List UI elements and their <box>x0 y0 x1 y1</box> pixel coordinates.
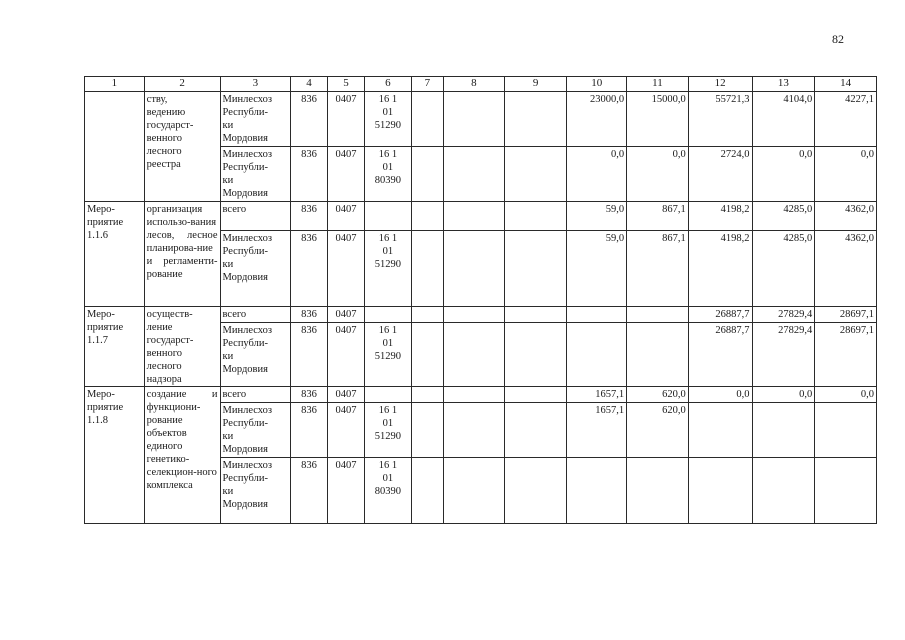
activity-name-cell: ству, ведению государст- венного лесного реестра <box>144 92 220 202</box>
value-cell: 1657,1 <box>567 403 627 458</box>
header-cell: 9 <box>504 77 567 92</box>
value-cell: 867,1 <box>627 202 689 231</box>
executor-cell: Минлесхоз Республи- ки Мордовия <box>220 403 291 458</box>
table-row <box>85 387 877 403</box>
activity-name-cell: создание и функциони-рование объектов единого генетико-селекцион-ного комплекса <box>144 387 220 524</box>
value-cell: 15000,0 <box>627 92 689 147</box>
empty-cell <box>444 307 505 323</box>
value-cell: 0,0 <box>567 147 627 202</box>
csr-cell: 16 1 01 51290 <box>365 403 412 458</box>
rzpr-cell: 0407 <box>327 92 364 147</box>
empty-cell <box>504 323 567 387</box>
activity-code-cell: Меро- приятие 1.1.7 <box>85 307 145 387</box>
executor-cell: всего <box>220 307 291 323</box>
empty-cell <box>444 323 505 387</box>
empty-cell <box>504 307 567 323</box>
empty-cell <box>444 92 505 147</box>
value-cell <box>688 403 752 458</box>
table-row <box>85 92 877 147</box>
csr-cell: 16 1 01 51290 <box>365 323 412 387</box>
csr-cell: 16 1 01 51290 <box>365 92 412 147</box>
csr-cell <box>365 307 412 323</box>
empty-cell <box>444 387 505 403</box>
header-cell: 11 <box>627 77 689 92</box>
grbs-cell: 836 <box>291 231 327 307</box>
value-cell: 4104,0 <box>752 92 815 147</box>
value-cell <box>627 307 689 323</box>
rzpr-cell: 0407 <box>327 387 364 403</box>
activity-name-cell: организация использо-вания лесов, лесное планирова-ние и регламенти-рование <box>144 202 220 307</box>
value-cell: 1657,1 <box>567 387 627 403</box>
executor-cell: Минлесхоз Республи- ки Мордовия <box>220 458 291 524</box>
empty-cell <box>411 202 443 231</box>
value-cell: 620,0 <box>627 403 689 458</box>
header-cell: 14 <box>815 77 877 92</box>
csr-cell <box>365 202 412 231</box>
header-cell: 5 <box>327 77 364 92</box>
value-cell: 2724,0 <box>688 147 752 202</box>
empty-cell <box>504 231 567 307</box>
value-cell: 23000,0 <box>567 92 627 147</box>
value-cell: 27829,4 <box>752 307 815 323</box>
value-cell: 4285,0 <box>752 202 815 231</box>
grbs-cell: 836 <box>291 387 327 403</box>
empty-cell <box>504 458 567 524</box>
grbs-cell: 836 <box>291 403 327 458</box>
value-cell: 28697,1 <box>815 323 877 387</box>
empty-cell <box>411 231 443 307</box>
grbs-cell: 836 <box>291 307 327 323</box>
value-cell: 59,0 <box>567 231 627 307</box>
executor-cell: всего <box>220 202 291 231</box>
value-cell: 0,0 <box>752 147 815 202</box>
value-cell: 26887,7 <box>688 307 752 323</box>
empty-cell <box>504 202 567 231</box>
rzpr-cell: 0407 <box>327 202 364 231</box>
header-cell: 12 <box>688 77 752 92</box>
header-cell: 2 <box>144 77 220 92</box>
header-cell: 7 <box>411 77 443 92</box>
header-cell: 10 <box>567 77 627 92</box>
activity-code-cell: Меро- приятие 1.1.6 <box>85 202 145 307</box>
grbs-cell: 836 <box>291 323 327 387</box>
value-cell: 4285,0 <box>752 231 815 307</box>
empty-cell <box>504 147 567 202</box>
empty-cell <box>411 458 443 524</box>
value-cell: 620,0 <box>627 387 689 403</box>
empty-cell <box>411 147 443 202</box>
value-cell: 4362,0 <box>815 202 877 231</box>
empty-cell <box>504 92 567 147</box>
executor-cell: Минлесхоз Республи- ки Мордовия <box>220 92 291 147</box>
csr-cell <box>365 387 412 403</box>
value-cell: 0,0 <box>815 147 877 202</box>
table-row <box>85 307 877 323</box>
executor-cell: Минлесхоз Республи- ки Мордовия <box>220 323 291 387</box>
value-cell: 28697,1 <box>815 307 877 323</box>
empty-cell <box>444 403 505 458</box>
empty-cell <box>411 387 443 403</box>
empty-cell <box>504 403 567 458</box>
value-cell: 0,0 <box>688 387 752 403</box>
rzpr-cell: 0407 <box>327 403 364 458</box>
activity-name-cell: осуществ- ление государст- венного лесного надзора <box>144 307 220 387</box>
value-cell: 26887,7 <box>688 323 752 387</box>
value-cell <box>815 403 877 458</box>
value-cell <box>627 323 689 387</box>
header-cell: 4 <box>291 77 327 92</box>
page-number: 82 <box>832 32 844 46</box>
value-cell <box>688 458 752 524</box>
rzpr-cell: 0407 <box>327 323 364 387</box>
value-cell: 867,1 <box>627 231 689 307</box>
value-cell <box>627 458 689 524</box>
value-cell: 4362,0 <box>815 231 877 307</box>
executor-cell: Минлесхоз Республи- ки Мордовия <box>220 231 291 307</box>
value-cell: 0,0 <box>627 147 689 202</box>
empty-cell <box>444 147 505 202</box>
grbs-cell: 836 <box>291 202 327 231</box>
rzpr-cell: 0407 <box>327 147 364 202</box>
rzpr-cell: 0407 <box>327 231 364 307</box>
activity-code-cell <box>85 92 145 202</box>
empty-cell <box>444 202 505 231</box>
csr-cell: 16 1 01 80390 <box>365 458 412 524</box>
budget-table <box>84 76 877 524</box>
grbs-cell: 836 <box>291 147 327 202</box>
value-cell: 4227,1 <box>815 92 877 147</box>
empty-cell <box>411 323 443 387</box>
executor-cell: Минлесхоз Республи- ки Мордовия <box>220 147 291 202</box>
empty-cell <box>411 307 443 323</box>
grbs-cell: 836 <box>291 458 327 524</box>
grbs-cell: 836 <box>291 92 327 147</box>
value-cell: 0,0 <box>752 387 815 403</box>
value-cell: 0,0 <box>815 387 877 403</box>
header-cell: 6 <box>365 77 412 92</box>
empty-cell <box>411 92 443 147</box>
header-cell: 1 <box>85 77 145 92</box>
empty-cell <box>444 231 505 307</box>
value-cell <box>567 307 627 323</box>
value-cell: 55721,3 <box>688 92 752 147</box>
value-cell: 4198,2 <box>688 202 752 231</box>
header-cell: 3 <box>220 77 291 92</box>
table-row <box>85 202 877 231</box>
header-cell: 13 <box>752 77 815 92</box>
value-cell <box>752 458 815 524</box>
header-cell: 8 <box>444 77 505 92</box>
empty-cell <box>504 387 567 403</box>
value-cell: 27829,4 <box>752 323 815 387</box>
csr-cell: 16 1 01 51290 <box>365 231 412 307</box>
value-cell <box>567 323 627 387</box>
csr-cell: 16 1 01 80390 <box>365 147 412 202</box>
value-cell: 4198,2 <box>688 231 752 307</box>
value-cell <box>567 458 627 524</box>
rzpr-cell: 0407 <box>327 458 364 524</box>
rzpr-cell: 0407 <box>327 307 364 323</box>
value-cell <box>815 458 877 524</box>
header-row <box>85 77 877 92</box>
empty-cell <box>444 458 505 524</box>
empty-cell <box>411 403 443 458</box>
value-cell: 59,0 <box>567 202 627 231</box>
value-cell <box>752 403 815 458</box>
executor-cell: всего <box>220 387 291 403</box>
activity-code-cell: Меро- приятие 1.1.8 <box>85 387 145 524</box>
